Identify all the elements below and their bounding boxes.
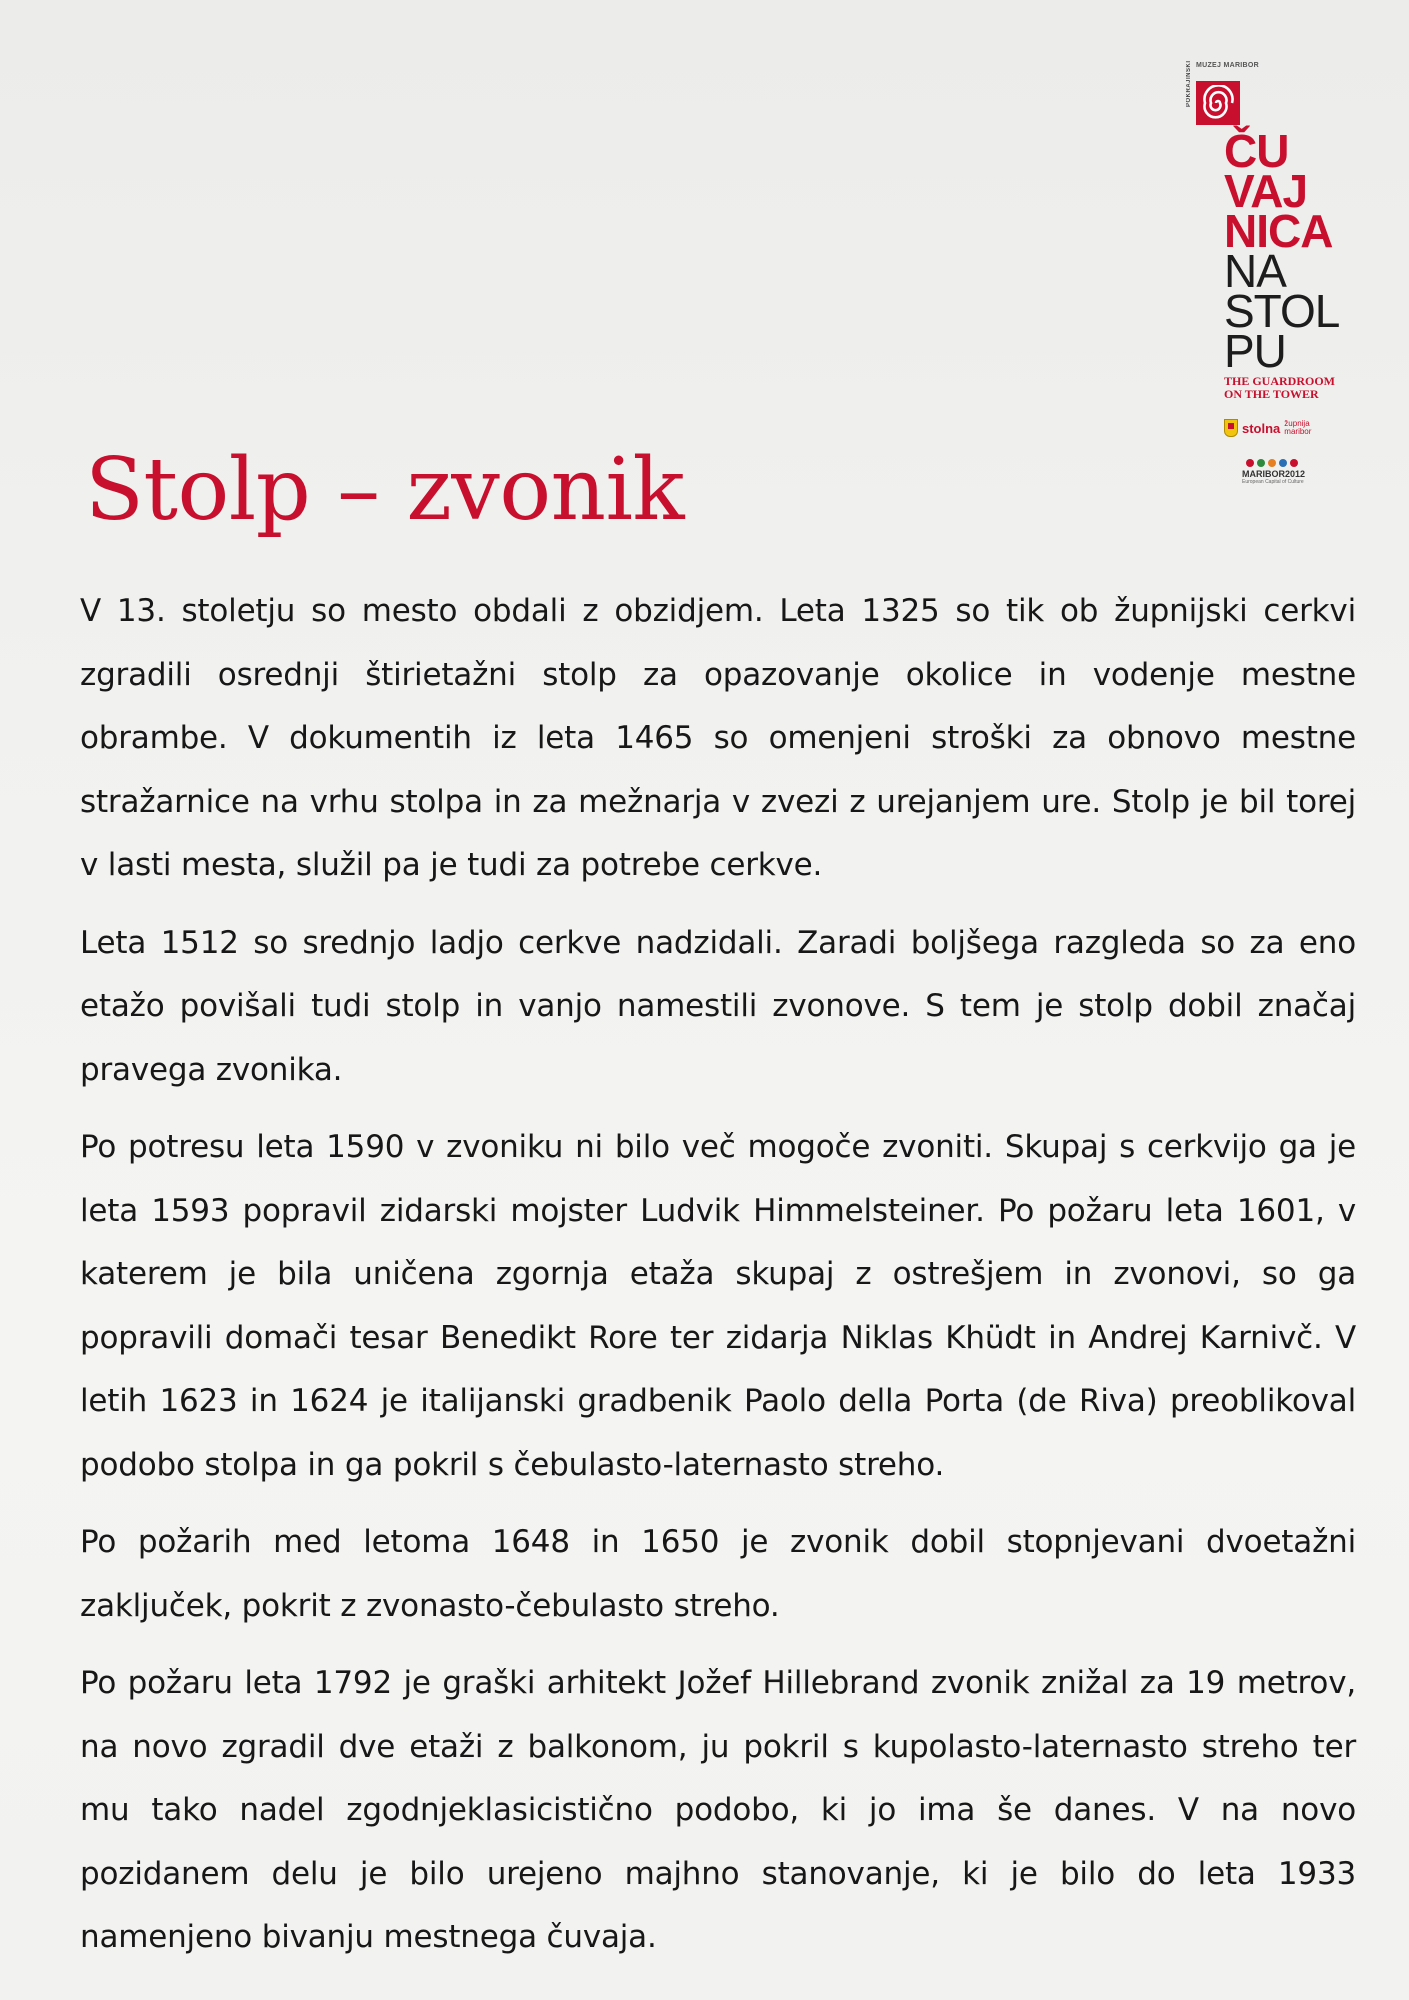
ecoc-dots-icon [1242, 459, 1352, 467]
paragraph-2: Leta 1512 so srednjo ladjo cerkve nadzidali. Zaradi boljšega razgleda so za eno etažo povišali tudi stolp in vanjo namestili zvonove. S tem je stolp dobil značaj pravega zvonika. [80, 924, 1356, 1088]
parish-logo [1186, 419, 1361, 437]
ecoc-sub-label: European Capital of Culture [1242, 479, 1304, 485]
exhibition-title [1186, 125, 1361, 377]
parish-label: stolna [1242, 420, 1281, 436]
parish-sub-label [1284, 420, 1311, 436]
museum-name: MUZEJ MARIBOR [1196, 62, 1260, 69]
page-title: Stolp – zvonik [85, 440, 685, 540]
ecoc-logo [1186, 459, 1352, 485]
title-line-2: VAJ [1224, 165, 1308, 217]
spiral-emblem-icon [1196, 81, 1240, 125]
exhibition-logo [1186, 60, 1361, 485]
paragraph-5: Po požaru leta 1792 je graški arhitekt Jožef Hillebrand zvonik znižal za 19 metrov, na novo zgradil dve etaži z balkonom, ju pokril s kupolasto-laternasto streho ter mu tako nadel zgodnjeklasicistično podobo, ki jo ima še danes. V na novo pozidanem delu je bilo urejeno majhno stanovanje, ki je bilo do leta 1933 namenjeno bivanju mestnega čuvaja. [80, 1665, 1356, 1955]
title-line-4: NA [1224, 245, 1286, 297]
subtitle-line-1: THE GUARDROOM [1224, 374, 1335, 388]
title-line-5: STOL [1224, 285, 1340, 337]
paragraph-4: Po požarih med letoma 1648 in 1650 je zvonik dobil stopnjevani dvoetažni zaključek, pokrit z zvonasto-čebulasto streho. [80, 1524, 1356, 1624]
parish-sub-bottom: maribor [1284, 427, 1312, 436]
title-line-3: NICA [1224, 205, 1333, 257]
museum-logo [1186, 60, 1361, 125]
exhibition-subtitle [1186, 375, 1361, 401]
body-text [80, 580, 1356, 1970]
parish-sub-top: župnija [1284, 419, 1310, 428]
parish-crest-icon [1224, 419, 1238, 437]
title-line-1: ČU [1224, 125, 1289, 177]
ecoc-label: MARIBOR2012 [1242, 469, 1306, 479]
subtitle-line-2: ON THE TOWER [1224, 387, 1319, 401]
title-line-6: PU [1224, 325, 1286, 377]
paragraph-3: Po potresu leta 1590 v zvoniku ni bilo več mogoče zvoniti. Skupaj s cerkvijo ga je leta 1593 popravil zidarski mojster Ludvik Himmelsteiner. Po požaru leta 1601, v katerem je bila uničena zgornja etaža skupaj z ostrešjem in zvonovi, so ga popravili domači tesar Benedikt Rore ter zidarja Niklas Khüdt in Andrej Karnivč. V letih 1623 in 1624 je italijanski gradbenik Paolo della Porta (de Riva) preoblikoval podobo stolpa in ga pokril s čebulasto-laternasto streho. [80, 1129, 1356, 1483]
paragraph-1: V 13. stoletju so mesto obdali z obzidjem. Leta 1325 so tik ob župnijski cerkvi zgradili osrednji štirietažni stolp za opazovanje okolice in vodenje mestne obrambe. V dokumentih iz leta 1465 so omenjeni stroški za obnovo mestne stražarnice na vrhu stolpa in za mežnarja v zvezi z urejanjem ure. Stolp je bil torej v lasti mesta, služil pa je tudi za potrebe cerkve. [80, 593, 1356, 883]
museum-side-text: POKRAJINSKI [1186, 60, 1192, 108]
